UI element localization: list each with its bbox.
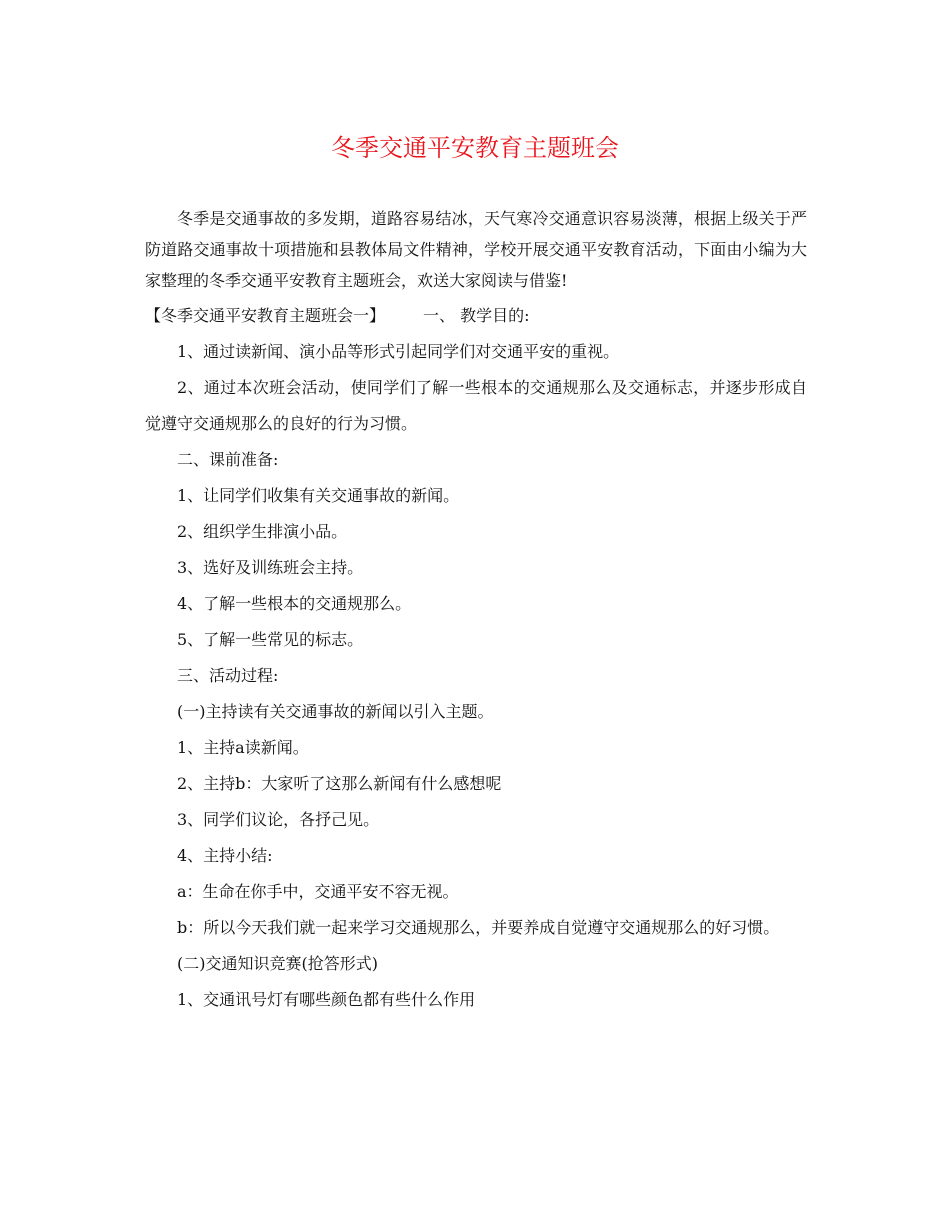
paragraph: 3、同学们议论，各抒己见。 — [177, 810, 380, 829]
paragraph: 1、让同学们收集有关交通事故的新闻。 — [177, 486, 460, 505]
paragraph: 4、了解一些根本的交通规那么。 — [177, 594, 412, 613]
paragraph: 4、主持小结: — [177, 846, 273, 865]
paragraph: 5、了解一些常见的标志。 — [177, 630, 364, 649]
paragraph: 2、通过本次班会活动，使同学们了解一些根本的交通规那么及交通标志，并逐步形成自觉遵守交通规那么的良好的行为习惯。 — [145, 378, 807, 433]
paragraph: (二)交通知识竞赛(抢答形式) — [177, 954, 378, 973]
paragraph: b：所以今天我们就一起来学习交通规那么，并要养成自觉遵守交通规那么的好习惯。 — [177, 918, 780, 937]
section-first-item: 一、 教学目的: — [423, 306, 530, 325]
paragraph: (一)主持读有关交通事故的新闻以引入主题。 — [177, 702, 494, 721]
paragraph: 1、主持a读新闻。 — [177, 738, 309, 757]
section-title: 【冬季交通平安教育主题班会一】 — [145, 306, 386, 325]
paragraph: 1、通过读新闻、演小品等形式引起同学们对交通平安的重视。 — [177, 342, 620, 361]
paragraph: 1、交通讯号灯有哪些颜色都有些什么作用 — [177, 990, 476, 1009]
section-heading-line — [145, 298, 807, 334]
paragraph: 二、课前准备: — [177, 450, 279, 469]
paragraph: 2、组织学生排演小品。 — [177, 522, 348, 541]
paragraph: 3、选好及训练班会主持。 — [177, 558, 364, 577]
intro-paragraph: 冬季是交通事故的多发期，道路容易结冰，天气寒冷交通意识容易淡薄，根据上级关于严防道路交通事故十项措施和县教体局文件精神，学校开展交通平安教育活动，下面由小编为大家整理的冬季交通平安教育主题班会，欢送大家阅读与借鉴! — [145, 209, 807, 290]
paragraph: 三、活动过程: — [177, 666, 279, 685]
paragraph: a：生命在你手中，交通平安不容无视。 — [177, 882, 459, 901]
document-title: 冬季交通平安教育主题班会 — [331, 134, 619, 162]
document-body — [145, 203, 807, 1018]
paragraph: 2、主持b：大家听了这那么新闻有什么感想呢 — [177, 774, 502, 793]
